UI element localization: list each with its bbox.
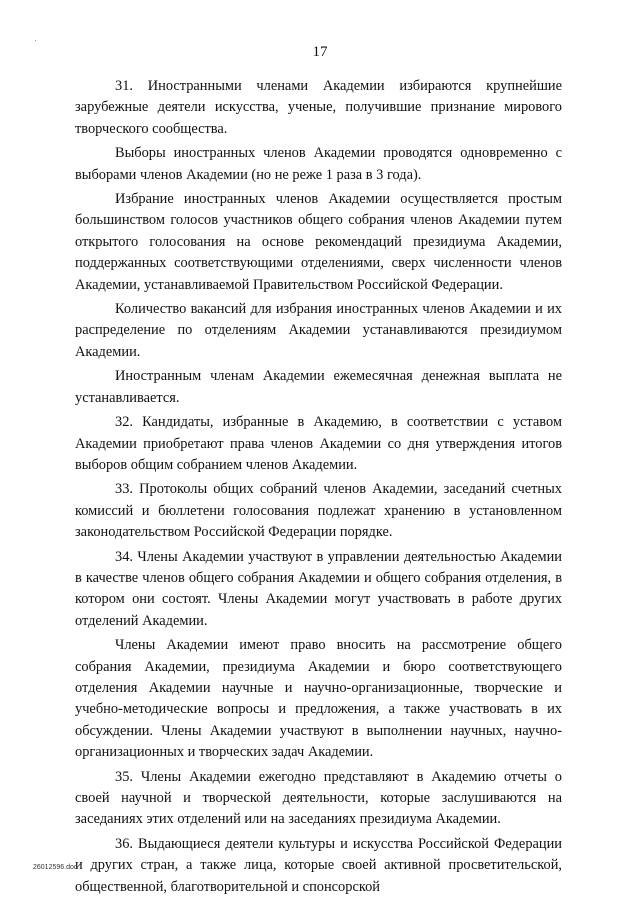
- paragraph-vacancies: Количество вакансий для избрания иностранных членов Академии и их распределение по отделениям Академии устанавливаются президиумом Академии.: [75, 301, 562, 360]
- paragraph-35: 35. Члены Академии ежегодно представляют в Академию отчеты о своей научной и творческой деятельности, которые заслушиваются на заседаниях этих отделений или на заседаниях президиума Академии.: [75, 768, 562, 828]
- footer-filename: 26012596.doc: [33, 864, 78, 871]
- paragraph-member-rights: Члены Академии имеют право вносить на рассмотрение общего собрания Академии, президиума Академии и бюро соответствующего отделения Академии научные и научно-организационные, творческие и учебно-методические вопросы и предложения, а также участвовать в их обсуждении. Члены Академии участвуют в выполнении научных, научно-организационных и творческих задач Академии.: [75, 637, 562, 761]
- paragraph-foreign-elections: Выборы иностранных членов Академии проводятся одновременно с выборами членов Академии (но не реже 1 раза в 3 года).: [75, 145, 562, 183]
- scan-artifact: [35, 40, 36, 41]
- paragraph-32: 32. Кандидаты, избранные в Академию, в соответствии с уставом Академии приобретают права членов Академии со дня утверждения итогов выборов общим собранием членов Академии.: [75, 414, 562, 473]
- document-body: [75, 76, 562, 901]
- page-number: 17: [312, 44, 328, 60]
- paragraph-34: 34. Члены Академии участвуют в управлении деятельностью Академии в качестве членов общего собрания Академии и общего собрания отделения, в котором они состоят. Члены Академии могут участвовать в работе других отделений Академии.: [75, 548, 562, 629]
- paragraph-election-procedure: Избрание иностранных членов Академии осуществляется простым большинством голосов участников общего собрания членов Академии путем открытого голосования на основе рекомендаций президиума Академии, поддержанных соответствующими отделениями, сверх численности членов Академии, устанавливаемой Правительством Российской Федерации.: [75, 191, 562, 293]
- paragraph-33: 33. Протоколы общих собраний членов Академии, заседаний счетных комиссий и бюллетени голосования подлежат хранению в установленном законодательством Российской Федерации порядке.: [75, 481, 562, 541]
- paragraph-31: 31. Иностранными членами Академии избираются крупнейшие зарубежные деятели искусства, ученые, получившие признание мирового творческого сообщества.: [75, 78, 562, 137]
- paragraph-36: 36. Выдающиеся деятели культуры и искусства Российской Федерации и других стран, а также лица, которые своей активной просветительской, общественной, благотворительной и спонсорской: [75, 835, 562, 895]
- paragraph-payment: Иностранным членам Академии ежемесячная денежная выплата не устанавливается.: [75, 368, 562, 406]
